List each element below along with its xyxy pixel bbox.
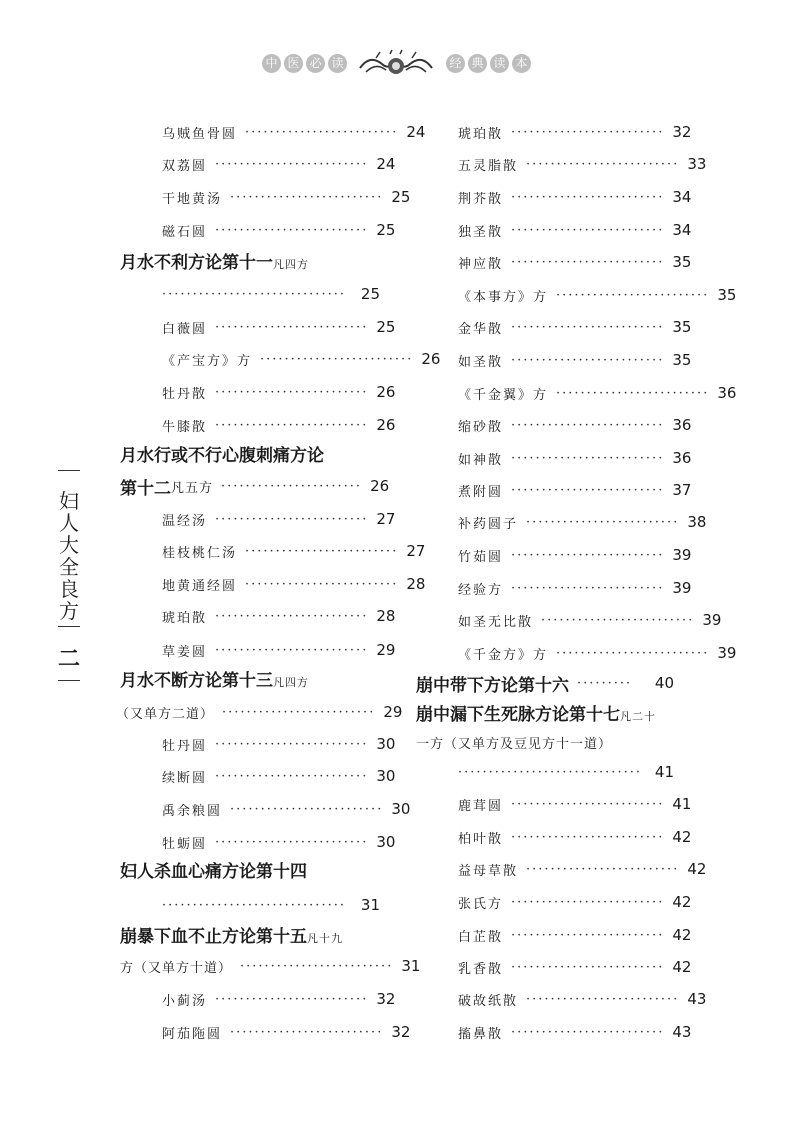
entry-page: 24 xyxy=(376,155,396,173)
header-char: 典 xyxy=(468,54,487,73)
entry-title: 双荔圆 xyxy=(162,158,208,174)
entry-title: 禹余粮圆 xyxy=(162,803,223,819)
entry-title: 柏叶散 xyxy=(458,831,504,847)
chapter-heading xyxy=(416,703,656,727)
leader-dots: ························· xyxy=(511,796,665,812)
chapter-title: 崩中带下方论第十六 xyxy=(416,675,569,696)
toc-entry xyxy=(458,121,692,143)
toc-entry xyxy=(162,540,426,562)
toc-entry xyxy=(162,733,396,755)
entry-page: 36 xyxy=(672,449,692,467)
toc-entry xyxy=(162,414,396,436)
toc-entry xyxy=(162,283,380,305)
leader-dots: ························· xyxy=(526,156,680,172)
entry-page: 33 xyxy=(687,155,707,173)
entry-page: 26 xyxy=(370,477,390,495)
entry-title: 缩砂散 xyxy=(458,419,504,435)
entry-page: 27 xyxy=(406,542,426,560)
chapter-heading xyxy=(120,444,324,468)
entry-title: 温经汤 xyxy=(162,513,208,529)
leader-dots: ························· xyxy=(511,124,665,140)
leader-dots: ········· xyxy=(577,675,633,691)
entry-title: 小蓟汤 xyxy=(162,993,208,1009)
leader-dots: ························· xyxy=(230,801,384,817)
leader-dots: ························· xyxy=(215,736,369,752)
entry-title: 桂枝桃仁汤 xyxy=(162,545,238,561)
toc-entry xyxy=(458,349,692,371)
chapter-note: 方（又单方十道） xyxy=(120,960,233,976)
leader-dots: ························· xyxy=(215,768,369,784)
entry-title: 煮附圆 xyxy=(458,484,504,500)
leader-dots: ······························ xyxy=(162,286,346,302)
toc-entry xyxy=(458,479,692,501)
leader-dots: ························· xyxy=(222,704,376,720)
leader-dots: ························· xyxy=(511,189,665,205)
entry-title: 白薇圆 xyxy=(162,321,208,337)
leader-dots: ························· xyxy=(526,514,680,530)
toc-entry xyxy=(162,121,426,143)
leader-dots: ······························ xyxy=(458,764,642,780)
header-char: 中 xyxy=(262,54,281,73)
entry-page: 35 xyxy=(717,286,737,304)
entry-page: 30 xyxy=(376,735,396,753)
entry-page: 26 xyxy=(376,416,396,434)
leader-dots: ························· xyxy=(511,1024,665,1040)
chapter-heading xyxy=(120,669,309,693)
spine-divider xyxy=(58,680,80,681)
toc-entry xyxy=(162,219,396,241)
entry-title: 《产宝方》方 xyxy=(162,353,253,369)
spine-char: 大 xyxy=(59,533,79,557)
entry-page: 42 xyxy=(672,926,692,944)
entry-title: 独圣散 xyxy=(458,224,504,240)
entry-page: 29 xyxy=(376,641,396,659)
entry-page: 30 xyxy=(376,833,396,851)
entry-page: 43 xyxy=(687,990,707,1008)
toc-entry xyxy=(162,605,396,627)
entry-title: 《本事方》方 xyxy=(458,289,549,305)
toc-entry xyxy=(458,858,707,880)
leader-dots: ························· xyxy=(215,384,369,400)
page-header xyxy=(0,48,790,82)
toc-entry xyxy=(458,447,692,469)
toc-entry xyxy=(458,988,707,1010)
entry-page: 35 xyxy=(672,351,692,369)
header-char: 经 xyxy=(446,54,465,73)
entry-title: 神应散 xyxy=(458,256,504,272)
chapter-heading xyxy=(120,925,343,949)
toc-entry xyxy=(458,1021,692,1043)
leader-dots: ························· xyxy=(511,254,665,270)
chapter-title: 月水行或不行心腹刺痛方论 xyxy=(120,446,324,466)
leader-dots: ························· xyxy=(245,543,399,559)
toc-entry xyxy=(416,672,674,694)
leader-dots: ························· xyxy=(230,189,384,205)
toc-entry xyxy=(162,988,396,1010)
entry-title: 如圣无比散 xyxy=(458,614,534,630)
leader-dots: ························· xyxy=(245,124,399,140)
entry-page: 28 xyxy=(406,575,426,593)
entry-title: 竹茹圆 xyxy=(458,549,504,565)
leader-dots: ························· xyxy=(511,547,665,563)
entry-page: 27 xyxy=(376,510,396,528)
entry-title: 白芷散 xyxy=(458,929,504,945)
entry-page: 37 xyxy=(672,481,692,499)
toc-entry xyxy=(458,924,692,946)
leader-dots: ························· xyxy=(240,958,394,974)
entry-title: 补药圆子 xyxy=(458,516,519,532)
entry-title: 破故纸散 xyxy=(458,993,519,1009)
leader-dots: ························· xyxy=(556,385,710,401)
toc-entry xyxy=(458,414,692,436)
leader-dots: ······························ xyxy=(162,897,346,913)
toc-entry xyxy=(458,511,707,533)
toc-entry xyxy=(458,609,722,631)
entry-page: 31 xyxy=(401,957,421,975)
toc-entry xyxy=(162,765,396,787)
entry-page: 41 xyxy=(654,763,674,781)
entry-title: 琥珀散 xyxy=(458,126,504,142)
toc-entry xyxy=(458,186,692,208)
entry-page: 34 xyxy=(672,221,692,239)
entry-page: 32 xyxy=(672,123,692,141)
leader-dots: ························· xyxy=(215,642,369,658)
leader-dots: ························· xyxy=(541,612,695,628)
entry-page: 36 xyxy=(717,384,737,402)
leader-dots: ························· xyxy=(526,991,680,1007)
spine-char: 人 xyxy=(59,511,79,535)
header-right-label xyxy=(446,54,531,73)
leader-dots: ························· xyxy=(511,450,665,466)
leader-dots: ························· xyxy=(215,319,369,335)
toc-entry xyxy=(458,544,692,566)
toc-entry xyxy=(416,731,674,753)
entry-page: 25 xyxy=(376,318,396,336)
toc-entry xyxy=(162,639,396,661)
leader-dots: ························· xyxy=(511,580,665,596)
leader-dots: ························· xyxy=(511,829,665,845)
toc-entry xyxy=(458,219,692,241)
entry-title: 五灵脂散 xyxy=(458,158,519,174)
toc-entry xyxy=(162,381,396,403)
header-char: 医 xyxy=(284,54,303,73)
entry-title: 搐鼻散 xyxy=(458,1026,504,1042)
toc-entry xyxy=(458,826,692,848)
entry-title: 张氏方 xyxy=(458,896,504,912)
toc-entry xyxy=(458,153,707,175)
entry-page: 42 xyxy=(672,828,692,846)
entry-title: 牡蛎圆 xyxy=(162,836,208,852)
leader-dots: ························· xyxy=(511,894,665,910)
chapter-title: 妇人杀血心痛方论第十四 xyxy=(120,862,307,882)
entry-page: 35 xyxy=(672,318,692,336)
header-char: 读 xyxy=(328,54,347,73)
page-number: 二 xyxy=(57,646,80,672)
spine-char: 良 xyxy=(59,577,79,601)
chapter-title: 第十二 xyxy=(120,478,171,499)
toc-entry xyxy=(162,798,411,820)
entry-page: 25 xyxy=(391,188,411,206)
entry-title: 琥珀散 xyxy=(162,610,208,626)
entry-title: 干地黄汤 xyxy=(162,191,223,207)
chapter-note: 一方（又单方及豆见方十一道） xyxy=(416,736,613,752)
leader-dots: ························· xyxy=(556,645,710,661)
toc-entry xyxy=(116,701,403,723)
leader-dots: ······················· xyxy=(221,478,363,494)
entry-page: 38 xyxy=(687,513,707,531)
chapter-title: 月水不断方论第十三 xyxy=(120,671,273,691)
entry-title: 续断圆 xyxy=(162,770,208,786)
entry-page: 28 xyxy=(376,607,396,625)
entry-page: 40 xyxy=(654,674,674,692)
toc-entry xyxy=(458,284,737,306)
toc-entry xyxy=(162,1021,411,1043)
entry-page: 39 xyxy=(717,644,737,662)
toc-entry xyxy=(162,573,426,595)
entry-page: 24 xyxy=(406,123,426,141)
leader-dots: ························· xyxy=(526,861,680,877)
entry-page: 35 xyxy=(672,253,692,271)
toc-entry xyxy=(458,891,692,913)
entry-title: 鹿茸圆 xyxy=(458,798,504,814)
entry-title: 草姜圆 xyxy=(162,644,208,660)
leader-dots: ························· xyxy=(260,351,414,367)
spine-divider xyxy=(58,470,80,471)
entry-title: 如神散 xyxy=(458,452,504,468)
leader-dots: ························· xyxy=(511,482,665,498)
leader-dots: ························· xyxy=(215,511,369,527)
entry-page: 41 xyxy=(672,795,692,813)
entry-page: 26 xyxy=(376,383,396,401)
leader-dots: ························· xyxy=(511,927,665,943)
entry-title: 乌贼鱼骨圆 xyxy=(162,126,238,142)
entry-page: 39 xyxy=(672,546,692,564)
entry-title: 牡丹圆 xyxy=(162,738,208,754)
entry-page: 42 xyxy=(672,958,692,976)
entry-title: 磁石圆 xyxy=(162,224,208,240)
toc-entry xyxy=(162,894,380,916)
toc-entry xyxy=(162,153,396,175)
chapter-note: 凡四方 xyxy=(273,258,309,271)
entry-page: 25 xyxy=(360,285,380,303)
toc-entry xyxy=(458,382,737,404)
toc-entry xyxy=(120,955,421,977)
toc-entry xyxy=(162,508,396,530)
header-char: 本 xyxy=(512,54,531,73)
entry-page: 31 xyxy=(360,896,380,914)
toc-entry xyxy=(458,793,692,815)
entry-title: 《千金方》方 xyxy=(458,647,549,663)
leader-dots: ························· xyxy=(511,352,665,368)
entry-page: 39 xyxy=(702,611,722,629)
leader-dots: ························· xyxy=(245,576,399,592)
toc-entry xyxy=(458,577,692,599)
spine-char: 全 xyxy=(59,555,79,579)
spine-divider xyxy=(58,626,80,627)
entry-page: 34 xyxy=(672,188,692,206)
chapter-note: 凡五方 xyxy=(171,480,214,496)
leader-dots: ························· xyxy=(511,222,665,238)
entry-page: 43 xyxy=(672,1023,692,1041)
toc-entry xyxy=(162,186,411,208)
entry-title: 牡丹散 xyxy=(162,386,208,402)
leader-dots: ························· xyxy=(215,608,369,624)
entry-title: 如圣散 xyxy=(458,354,504,370)
header-char: 必 xyxy=(306,54,325,73)
toc-entry xyxy=(458,642,737,664)
entry-page: 36 xyxy=(672,416,692,434)
entry-title: 金华散 xyxy=(458,321,504,337)
leader-dots: ························· xyxy=(511,959,665,975)
entry-page: 39 xyxy=(672,579,692,597)
toc-entry xyxy=(458,956,692,978)
entry-page: 42 xyxy=(672,893,692,911)
entry-title: 乳香散 xyxy=(458,961,504,977)
header-ornament-icon xyxy=(356,48,436,80)
toc-entry xyxy=(162,831,396,853)
entry-title: 《千金翼》方 xyxy=(458,387,549,403)
leader-dots: ························· xyxy=(215,222,369,238)
leader-dots: ························· xyxy=(511,417,665,433)
leader-dots: ························· xyxy=(215,834,369,850)
header-char: 读 xyxy=(490,54,509,73)
toc-entry xyxy=(458,761,674,783)
entry-title: 荆芥散 xyxy=(458,191,504,207)
spine-char: 妇 xyxy=(59,489,79,513)
entry-page: 32 xyxy=(376,990,396,1008)
leader-dots: ························· xyxy=(215,991,369,1007)
leader-dots: ························· xyxy=(230,1024,384,1040)
entry-title: 阿茄陁圆 xyxy=(162,1026,223,1042)
leader-dots: ························· xyxy=(215,417,369,433)
entry-page: 32 xyxy=(391,1023,411,1041)
leader-dots: ························· xyxy=(511,319,665,335)
toc-entry xyxy=(162,316,396,338)
chapter-note: 凡十九 xyxy=(307,932,343,945)
chapter-title: 崩中漏下生死脉方论第十七 xyxy=(416,705,620,725)
chapter-note: （又单方二道） xyxy=(116,706,215,722)
chapter-title: 崩暴下血不止方论第十五 xyxy=(120,927,307,947)
toc-entry xyxy=(162,348,441,370)
chapter-note: 凡四方 xyxy=(273,676,309,689)
entry-page: 30 xyxy=(376,767,396,785)
entry-page: 42 xyxy=(687,860,707,878)
leader-dots: ························· xyxy=(215,156,369,172)
entry-page: 25 xyxy=(376,221,396,239)
chapter-heading xyxy=(120,860,307,884)
chapter-heading xyxy=(120,251,309,275)
leader-dots: ························· xyxy=(556,287,710,303)
toc-entry xyxy=(120,475,390,499)
header-left-label xyxy=(262,54,347,73)
spine-book-title xyxy=(58,490,80,622)
toc-entry xyxy=(458,251,692,273)
entry-page: 30 xyxy=(391,800,411,818)
entry-page: 29 xyxy=(383,703,403,721)
entry-title: 牛膝散 xyxy=(162,419,208,435)
entry-title: 益母草散 xyxy=(458,863,519,879)
entry-title: 经验方 xyxy=(458,582,504,598)
spine-char: 方 xyxy=(59,599,79,623)
entry-page: 26 xyxy=(421,350,441,368)
entry-title: 地黄通经圆 xyxy=(162,578,238,594)
chapter-title: 月水不利方论第十一 xyxy=(120,253,273,273)
toc-entry xyxy=(458,316,692,338)
chapter-note: 凡二十 xyxy=(620,710,656,723)
